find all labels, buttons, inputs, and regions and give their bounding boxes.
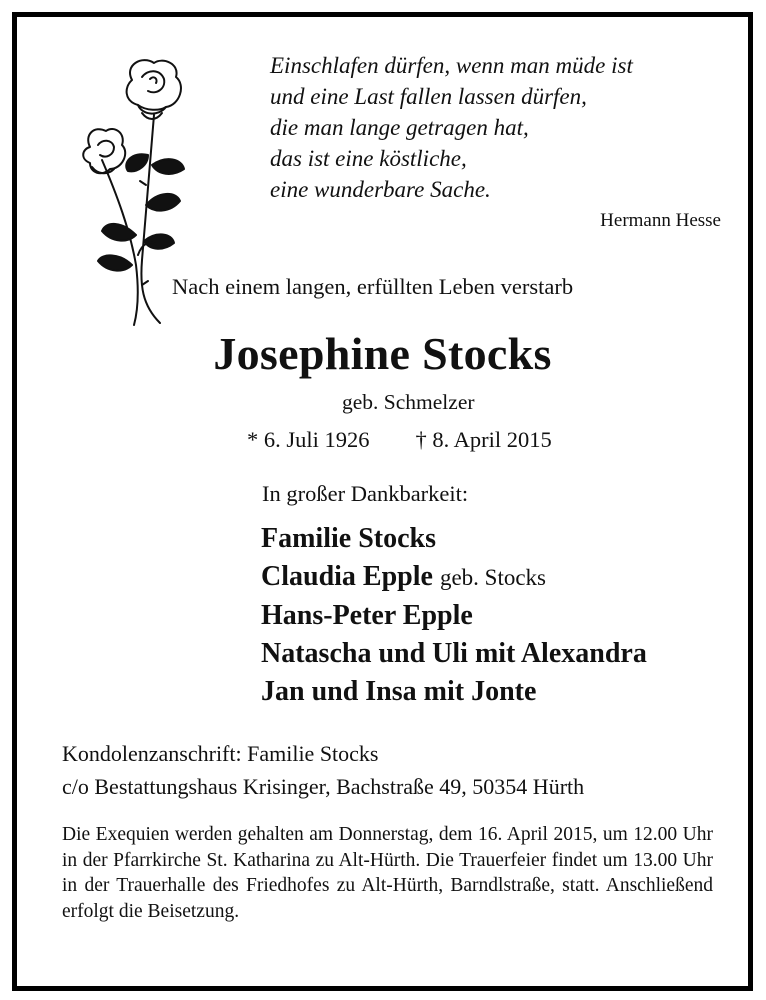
- deceased-name: Josephine Stocks: [213, 328, 552, 379]
- condolence-line: Kondolenzanschrift: Familie Stocks: [62, 741, 379, 766]
- service-details: Die Exequien werden gehalten am Donnerstag, dem 16. April 2015, um 12.00 Uhr in der Pfarrkirche St. Katharina zu Alt-Hürth. Die Trauerfeier findet um 13.00 Uhr in der Trauerhalle des Friedhofes zu Alt-Hürth, Barndlstraße, statt. Anschließend erfolgt die Beisetzung.: [62, 824, 713, 922]
- mourner-name: [261, 558, 647, 597]
- poem-line: die man lange getragen hat,: [270, 115, 529, 140]
- mourner-name: [261, 635, 647, 673]
- mourner-name: [261, 673, 647, 711]
- intro-text: Nach einem langen, erfüllten Leben verstarb: [172, 274, 574, 299]
- poem-author: Hermann Hesse: [600, 210, 721, 231]
- poem: [270, 50, 730, 205]
- obituary-notice: [12, 12, 753, 991]
- condolence-line: c/o Bestattungshaus Krisinger, Bachstraße 49, 50354 Hürth: [62, 774, 585, 799]
- mourner-name-text: Claudia Epple: [261, 561, 433, 592]
- condolence-address: [62, 737, 584, 803]
- thanks-line: In großer Dankbarkeit:: [262, 481, 469, 506]
- birth-date: * 6. Juli 1926: [247, 427, 370, 452]
- life-dates: [247, 427, 552, 453]
- birth-name: geb. Schmelzer: [342, 390, 475, 414]
- death-date: † 8. April 2015: [415, 427, 552, 452]
- poem-line: Einschlafen dürfen, wenn man müde ist: [270, 53, 633, 78]
- mourner-name: [261, 597, 647, 635]
- mourner-name-text: Natascha und Uli mit Alexandra: [261, 638, 647, 669]
- mourners-list: [261, 520, 647, 711]
- poem-line: und eine Last fallen lassen dürfen,: [270, 84, 587, 109]
- mourner-name: [261, 520, 647, 558]
- poem-line: das ist eine köstliche,: [270, 146, 467, 171]
- mourner-name-text: Hans-Peter Epple: [261, 600, 473, 631]
- mourner-birth-name: geb. Stocks: [439, 565, 547, 590]
- poem-line: eine wunderbare Sache.: [270, 177, 491, 202]
- mourner-name-text: Familie Stocks: [261, 523, 436, 554]
- mourner-name-text: Jan und Insa mit Jonte: [261, 676, 537, 707]
